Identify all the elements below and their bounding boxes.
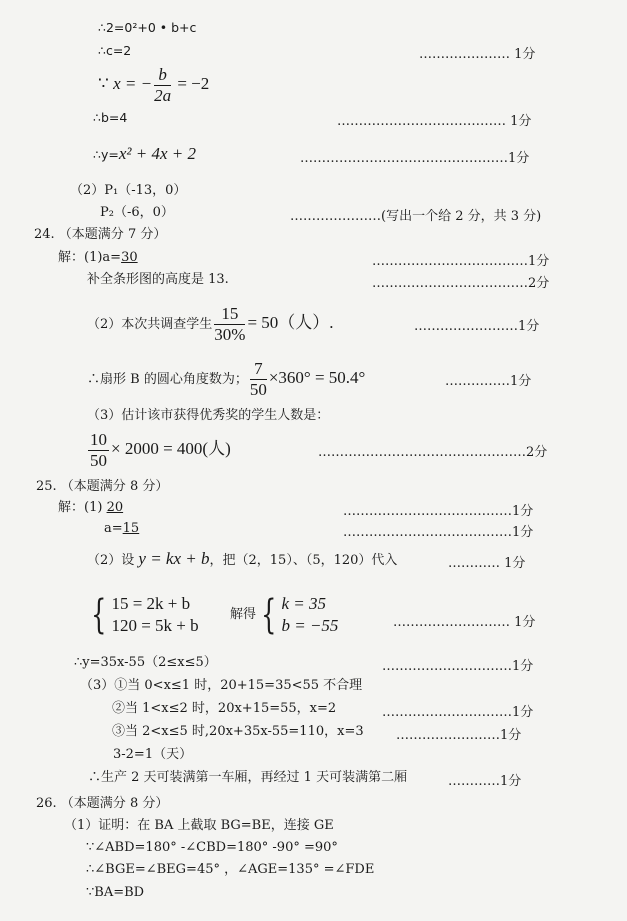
q25-part3-case-3: ③当 2<x≤5 时,20x+35x-55=110，x=3: [112, 724, 364, 739]
q25-part2-points: ………… 1分: [448, 556, 526, 571]
answer-a: 30: [121, 250, 138, 265]
q24-part1-points: ………………………………1分: [372, 254, 550, 269]
q25-part1-a: a=15: [104, 521, 140, 536]
q25-part2-setup: （2）设 y = kx + b，把（2，15）、（5，120）代入: [87, 549, 398, 568]
answer-a: 15: [122, 521, 140, 536]
q23-line-2-points: ………………… 1分: [419, 47, 536, 62]
q26-line-4: ∵BA=BD: [86, 885, 145, 900]
q25-part3-days: 3-2=1（天）: [113, 747, 193, 762]
q25-equation-system: { 15 = 2k + b 120 = 5k + b: [91, 592, 199, 638]
q25-part3-case-2-points: …………………………1分: [382, 705, 534, 720]
answer-1: 20: [106, 500, 124, 515]
q24-part1-bar-height: 补全条形图的高度是 13.: [87, 272, 229, 287]
q23-line-5-points: …………………………………………1分: [300, 151, 530, 166]
q25-part1-a-points: …………………………………1分: [343, 525, 534, 540]
q24-part3-calc: $\frac{10}{50}$ × 2000 = 400(人): [90, 430, 231, 470]
q25-part3-case-2: ②当 1<x≤2 时，20x+15=55，x=2: [112, 701, 337, 716]
left-brace-icon: {: [91, 592, 107, 638]
q25-title: 25. （本题满分 8 分）: [36, 479, 169, 494]
q25-part3-conclusion-points: …………1分: [448, 774, 522, 789]
q26-line-3: ∴∠BGE=∠BEG=45° ，∠AGE=135° =∠FDE: [86, 862, 375, 877]
left-brace-icon: {: [261, 592, 277, 638]
q23-line-5: ∴y=x² + 4x + 2: [93, 144, 196, 163]
q25-part3-case-1: （3）①当 0<x≤1 时，20+15=35<55 不合理: [80, 678, 363, 693]
q25-function-points: …………………………1分: [382, 659, 534, 674]
q25-system-points: ……………………… 1分: [393, 615, 536, 630]
q23-part2-line-1: （2）P₁（-13，0）: [70, 183, 187, 198]
q25-part1: 解：(1) 20: [58, 500, 124, 515]
q23-line-4: ∴b=4: [93, 110, 128, 125]
because-symbol: ∵: [98, 74, 114, 93]
q23-line-1: ∴2=0²+0 • b+c: [98, 20, 197, 35]
q26-line-1: （1）证明：在 BA 上截取 BG=BE，连接 GE: [64, 818, 334, 833]
q23-part2-points: …………………(写出一个给 2 分，共 3 分): [290, 209, 542, 224]
q25-function: ∴y=35x-55（2≤x≤5）: [74, 655, 217, 670]
q24-part1: 解：(1)a=30: [58, 250, 138, 265]
q24-part2-sector-points: ……………1分: [445, 374, 532, 389]
q25-solution-system: 解得 { k = 35 b = −55: [230, 592, 339, 638]
q25-part3-conclusion: ∴生产 2 天可装满第一车厢，再经过 1 天可装满第二厢: [88, 770, 408, 785]
q25-part1-points: …………………………………1分: [343, 504, 534, 519]
q26-line-2: ∵∠ABD=180° -∠CBD=180° -90° =90°: [86, 840, 338, 855]
q23-vertex-formula: ∵ x = − $\frac{b}{2a}$ = −2: [98, 64, 210, 105]
q24-part3: （3）估计该市获得优秀奖的学生人数是：: [87, 408, 330, 423]
q24-part2-points: ……………………1分: [414, 319, 540, 334]
q26-title: 26. （本题满分 8 分）: [36, 796, 169, 811]
q23-line-2: ∴c=2: [98, 43, 132, 58]
q24-part3-points: …………………………………………2分: [318, 445, 548, 460]
q25-part3-case-3-points: ……………………1分: [396, 728, 522, 743]
q24-part1-bar-points: ………………………………2分: [372, 276, 550, 291]
q24-part2-sector-angle: ∴扇形 B 的圆心角度数为； $\frac{7}{50}$ ×360° = 50.4°: [87, 359, 366, 399]
q24-title: 24. （本题满分 7 分）: [34, 227, 167, 242]
q23-part2-line-2: P₂（-6，0）: [100, 205, 174, 220]
q24-part2-total: （2）本次共调查学生 $\frac{15}{30\%}$ = 50（人）.: [87, 304, 334, 344]
q23-line-4-points: ………………………………… 1分: [337, 114, 532, 129]
